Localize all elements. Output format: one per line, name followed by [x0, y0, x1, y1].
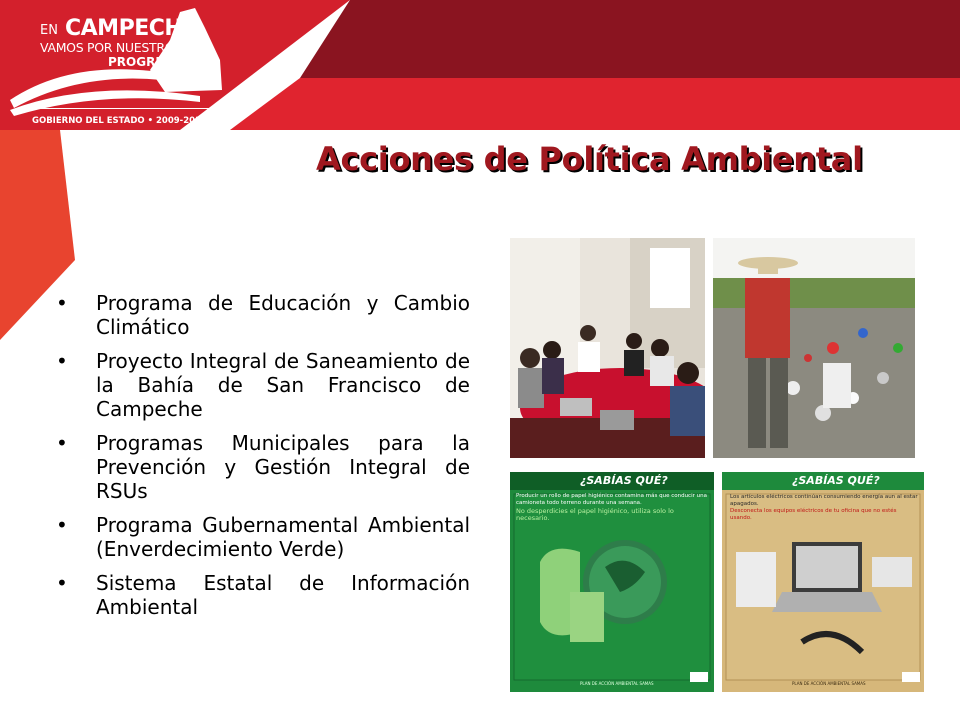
meeting-photo	[510, 238, 705, 458]
list-item	[56, 431, 470, 503]
landfill-photo	[713, 238, 915, 458]
poster-banner: ¿SABÍAS QUÉ?	[792, 474, 880, 487]
band-red-right	[230, 78, 960, 130]
logo-progreso: PROGRESO	[108, 55, 183, 69]
bullet-dot: •	[56, 431, 68, 455]
bullet-dot: •	[56, 349, 68, 373]
list-item	[56, 291, 470, 339]
poster-electronics	[722, 472, 924, 692]
list-item-text: Programa Gubernamental Ambiental (Enverdecimiento Verde)	[96, 513, 470, 561]
poster-text: Los artículos eléctricos continúan consumiendo energía aun al estar apagados.	[730, 494, 918, 507]
logo-government: GOBIERNO DEL ESTADO • 2009-2015	[32, 116, 207, 126]
list-item-text: Programa de Educación y Cambio Climático	[96, 291, 470, 339]
poster-footer: PLAN DE ACCIÓN AMBIENTAL SAMAS	[792, 681, 866, 686]
poster-text: Desconecta los equipos eléctricos de tu oficina que no estés usando.	[730, 508, 897, 521]
bullet-dot: •	[56, 571, 68, 595]
poster-footer: PLAN DE ACCIÓN AMBIENTAL SAMAS	[580, 681, 654, 686]
poster-banner: ¿SABÍAS QUÉ?	[580, 474, 668, 487]
logo-divider	[24, 108, 224, 109]
poster-text: No desperdicies el papel higiénico, utiliza solo lo necesario.	[516, 507, 674, 522]
poster-text: Producir un rollo de papel higiénico contamina más que conducir una camioneta todo terreno durante una semana.	[516, 493, 707, 506]
bullet-dot: •	[56, 513, 68, 537]
list-item-text: Programas Municipales para la Prevención y Gestión Integral de RSUs	[96, 431, 470, 503]
logo-tagline: VAMOS POR NUESTRO	[40, 40, 175, 55]
poster-paper	[510, 472, 714, 692]
list-item-text: Proyecto Integral de Saneamiento de la Bahía de San Francisco de Campeche	[96, 349, 470, 421]
logo-en: EN	[40, 23, 58, 38]
page-title: Acciones de Política Ambiental	[316, 140, 863, 178]
logo-campeche: CAMPECHE	[65, 16, 197, 41]
bullet-dot: •	[56, 291, 68, 315]
band-dark-red	[300, 0, 960, 78]
bullet-list	[56, 291, 470, 629]
logo	[0, 0, 240, 130]
list-item	[56, 571, 470, 619]
list-item	[56, 513, 470, 561]
list-item-text: Sistema Estatal de Información Ambiental	[96, 571, 470, 619]
list-item	[56, 349, 470, 421]
